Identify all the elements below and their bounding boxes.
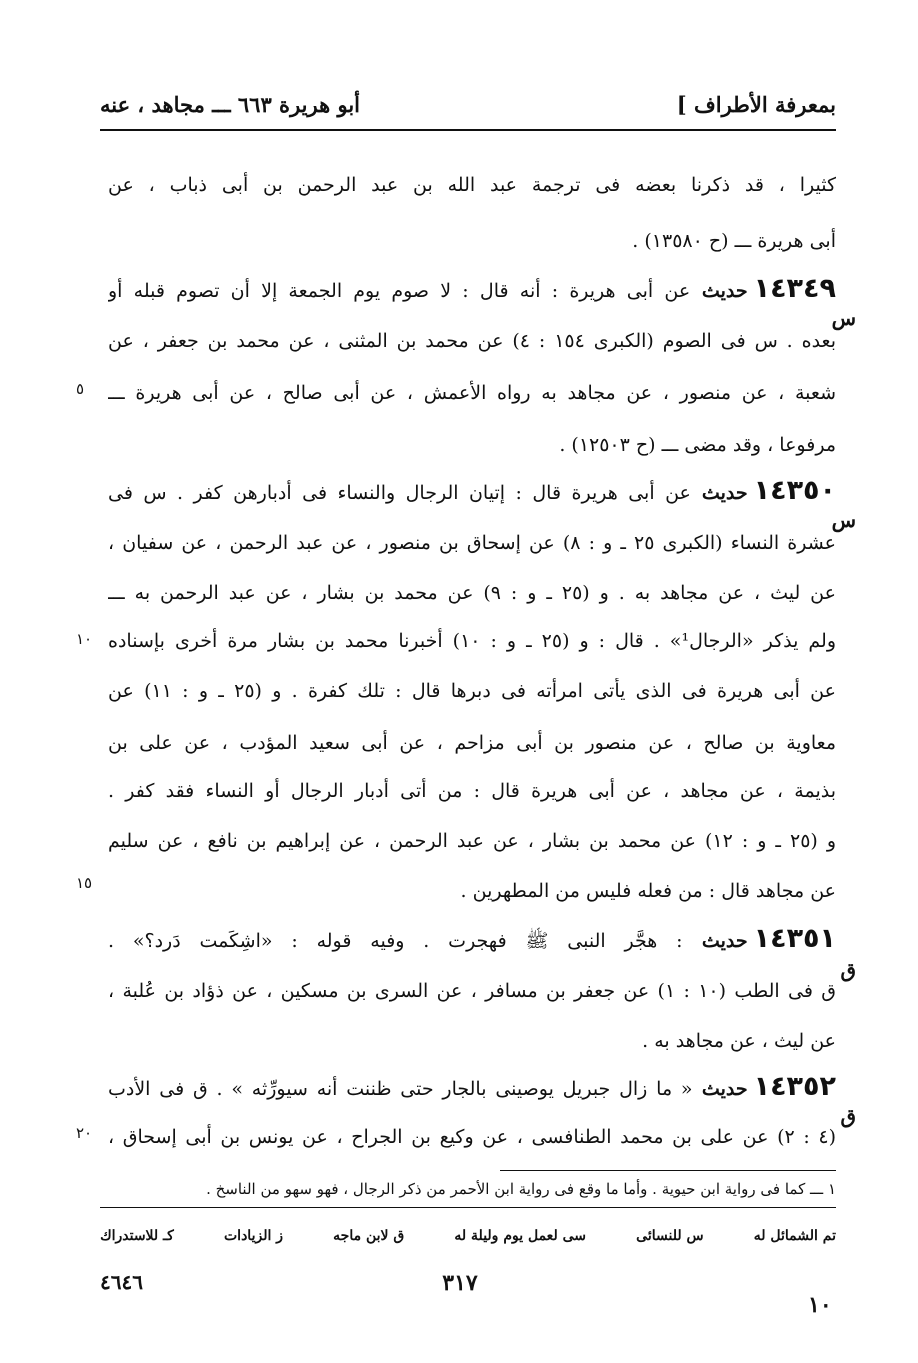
hadith-label: حديث <box>690 280 748 302</box>
hadith-text: عن أبى هريرة : أنه قال : لا صوم يوم الجمعة إلا أن تصوم قبله أو <box>108 280 691 302</box>
footnote: ١ ـــ كما فى رواية ابن حيوية . وأما ما وقع فى رواية ابن الأحمر من ذكر الرجال ، فهو سهو من الناسخ . <box>206 1180 836 1198</box>
legend-item: كـ للاستدراك <box>100 1228 174 1244</box>
page-number: ٣١٧ <box>442 1270 478 1296</box>
hadith-number: ١٤٣٤٩ <box>753 276 836 304</box>
hadith-text: « ما زال جبريل يوصينى بالجار حتى ظننت أنه سيورِّثه » . ق فى الأدب <box>108 1078 693 1100</box>
legend-item: ز الزيادات <box>224 1228 283 1244</box>
text-line: ق فى الطب (١٠ : ١) عن جعفر بن مسافر ، عن السرى بن مسكين ، عن ذؤاد بن عُلبة ، <box>108 980 836 1002</box>
legend-item: تم الشمائل له <box>753 1228 836 1244</box>
text-line: عن أبى هريرة فى الذى يأتى امرأته فى دبرها قال : تلك كفرة . و (٢٥ ـ و : ١١) عن <box>108 680 836 702</box>
source-siglum: س <box>831 306 856 330</box>
text-line: عن ليث ، عن مجاهد به . <box>642 1030 836 1052</box>
text-line: و (٢٥ ـ و : ١٢) عن محمد بن بشار ، عن عبد الرحمن ، عن إبراهيم بن نافع ، عن سليم <box>108 830 836 852</box>
hadith-number: ١٤٣٥١ <box>753 926 836 954</box>
hadith-entry <box>108 478 836 506</box>
text-line: أبى هريرة ـــ (ح ١٣٥٨٠) . <box>632 230 836 252</box>
hadith-label: حديث <box>692 1078 748 1100</box>
source-siglum: س <box>831 508 856 532</box>
source-siglum: ق <box>840 958 856 982</box>
text-line: معاوية بن صالح ، عن منصور بن أبى مزاحم ، عن أبى سعيد المؤدب ، عن على بن <box>108 732 836 754</box>
signature-number: ١٠ <box>808 1292 832 1318</box>
legend-item: ق لابن ماجه <box>333 1228 405 1244</box>
legend-item: س للنسائى <box>636 1228 704 1244</box>
footnote-rule <box>500 1170 836 1171</box>
text-line: عن مجاهد قال : من فعله فليس من المطهرين . <box>460 880 836 902</box>
abbreviation-legend <box>100 1228 836 1244</box>
volume-number: ٤٦٤٦ <box>100 1270 143 1294</box>
line-number: ٢٠ <box>76 1124 93 1142</box>
text-line: (٤ : ٢) عن على بن محمد الطنافسى ، عن وكيع بن الجراح ، عن يونس بن أبى إسحاق ، <box>108 1126 836 1148</box>
hadith-text: : هجَّر النبى ﷺ فهجرت . وفيه قوله : «اشِكَمت دَرد؟» . <box>108 930 683 952</box>
hadith-text: عن أبى هريرة قال : إتيان الرجال والنساء فى أدبارهن كفر . س فى <box>108 482 691 504</box>
legend-item: سى لعمل يوم وليلة له <box>454 1228 586 1244</box>
hadith-number: ١٤٣٥٠ <box>753 478 836 506</box>
header-rule <box>100 129 836 131</box>
text-line: بذيمة ، عن مجاهد ، عن أبى هريرة قال : من أتى أدبار الرجال أو النساء فقد كفر . <box>108 780 836 802</box>
header-left-title: أبو هريرة ٦٦٣ ـــ مجاهد ، عنه <box>100 91 360 117</box>
legend-rule <box>100 1207 836 1208</box>
text-line: ولم يذكر «الرجال¹» . قال : و (٢٥ ـ و : ١٠) أخبرنا محمد بن بشار مرة أخرى بإسناده <box>108 630 836 652</box>
source-siglum: ق <box>840 1104 856 1128</box>
line-number: ١٥ <box>76 874 93 892</box>
line-number: ٥ <box>76 380 85 398</box>
hadith-label: حديث <box>690 482 748 504</box>
text-line: شعبة ، عن منصور ، عن مجاهد به رواه الأعمش ، عن أبى صالح ، عن أبى هريرة ـــ <box>108 382 836 404</box>
hadith-entry <box>108 276 836 304</box>
text-line: مرفوعا ، وقد مضى ـــ (ح ١٢٥٠٣) . <box>559 434 836 456</box>
text-line: بعده . س فى الصوم (الكبرى ١٥٤ : ٤) عن محمد بن المثنى ، عن محمد بن جعفر ، عن <box>108 330 836 352</box>
text-line: عشرة النساء (الكبرى ٢٥ ـ و : ٨) عن إسحاق بن منصور ، عن عبد الرحمن ، عن سفيان ، <box>108 532 836 554</box>
hadith-entry <box>108 1074 836 1102</box>
header-right-title: بمعرفة الأطراف ] <box>676 91 836 117</box>
hadith-label: حديث <box>682 930 748 952</box>
hadith-entry <box>108 926 836 954</box>
text-line: عن ليث ، عن مجاهد به . و (٢٥ ـ و : ٩) عن محمد بن بشار ، عن عبد الرحمن به ـــ <box>108 582 836 604</box>
line-number: ١٠ <box>76 630 93 648</box>
running-header <box>100 86 836 122</box>
text-line: كثيرا ، قد ذكرنا بعضه فى ترجمة عبد الله بن عبد الرحمن بن أبى ذباب ، عن <box>108 174 836 196</box>
hadith-number: ١٤٣٥٢ <box>753 1074 836 1102</box>
